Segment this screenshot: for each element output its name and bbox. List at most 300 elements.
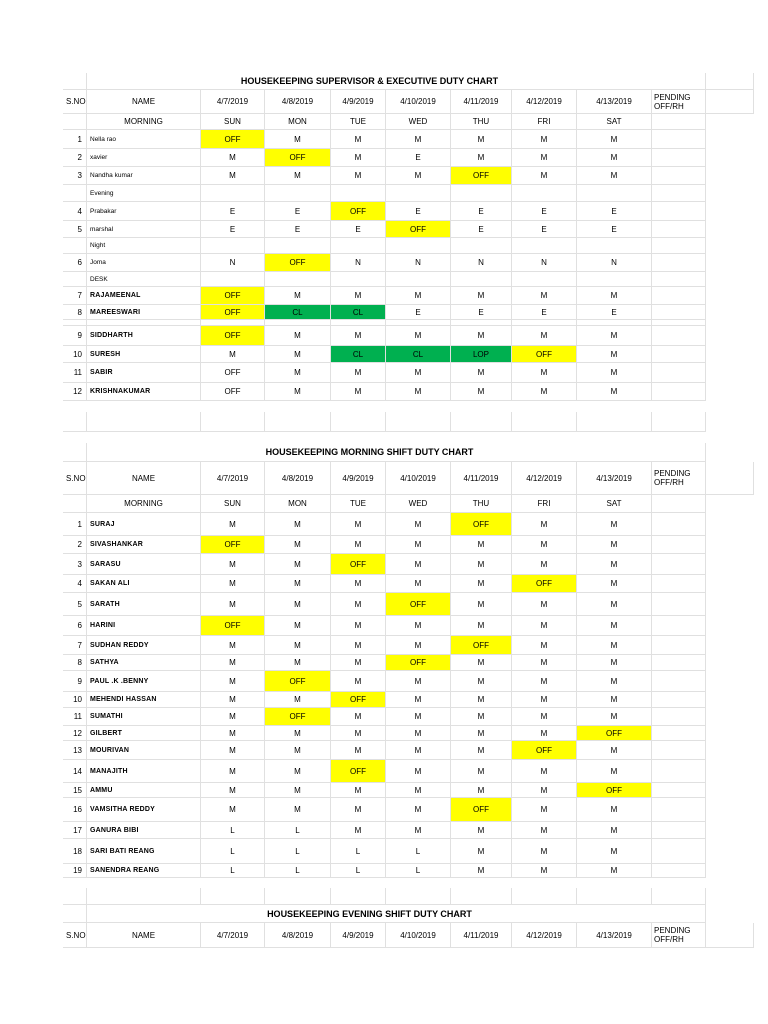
shift-cell: M <box>386 536 451 554</box>
shift-cell: E <box>512 305 577 320</box>
employee-name: xavier <box>87 149 201 167</box>
shift-cell: M <box>331 536 386 554</box>
shift-cell: M <box>577 346 652 363</box>
pending-cell <box>652 326 706 346</box>
date-header: 4/10/2019 <box>386 90 451 114</box>
serial-number: 11 <box>63 363 87 383</box>
shift-cell: M <box>577 708 652 726</box>
shift-cell: M <box>201 760 265 783</box>
group-label: MORNING <box>87 114 201 130</box>
shift-cell: M <box>265 536 331 554</box>
pending-header: PENDING OFF/RH <box>652 923 706 948</box>
empty-cell <box>512 272 577 287</box>
shift-cell: M <box>265 554 331 575</box>
shift-cell: M <box>577 383 652 401</box>
serial-number: 4 <box>63 575 87 593</box>
empty-cell <box>201 238 265 254</box>
chart-title: HOUSEKEEPING MORNING SHIFT DUTY CHART <box>87 443 652 462</box>
shift-cell: M <box>577 575 652 593</box>
shift-cell: M <box>386 726 451 741</box>
chart-title: HOUSEKEEPING SUPERVISOR & EXECUTIVE DUTY CHART <box>87 73 652 90</box>
date-header: 4/8/2019 <box>265 923 331 948</box>
shift-cell: OFF <box>451 167 512 185</box>
shift-cell: M <box>512 798 577 822</box>
employee-name: SURESH <box>87 346 201 363</box>
shift-cell: OFF <box>201 130 265 149</box>
empty-cell <box>706 73 754 90</box>
empty-cell <box>652 185 706 202</box>
shift-cell: OFF <box>512 575 577 593</box>
employee-name: SANENDRA REANG <box>87 864 201 878</box>
shift-cell: E <box>265 221 331 238</box>
day-header: THU <box>451 114 512 130</box>
shift-cell: M <box>512 692 577 708</box>
shift-cell: M <box>331 636 386 655</box>
shift-cell: L <box>201 822 265 839</box>
employee-name: Nella rao <box>87 130 201 149</box>
shift-cell: E <box>451 221 512 238</box>
shift-cell: OFF <box>265 149 331 167</box>
employee-name: SARI BATI REANG <box>87 839 201 864</box>
shift-cell: M <box>512 616 577 636</box>
serial-number: 7 <box>63 636 87 655</box>
shift-cell: M <box>577 363 652 383</box>
shift-cell: OFF <box>331 202 386 221</box>
empty-cell <box>265 412 331 432</box>
empty-cell <box>706 462 754 495</box>
shift-cell: M <box>331 708 386 726</box>
shift-cell: E <box>265 202 331 221</box>
serial-number: 11 <box>63 708 87 726</box>
empty-cell <box>577 412 652 432</box>
shift-cell: M <box>577 536 652 554</box>
empty-cell <box>331 238 386 254</box>
shift-cell: M <box>577 326 652 346</box>
shift-cell: M <box>512 383 577 401</box>
date-header: 4/10/2019 <box>386 462 451 495</box>
shift-cell: M <box>265 326 331 346</box>
shift-cell: M <box>386 554 451 575</box>
shift-cell: M <box>512 864 577 878</box>
date-header: 4/7/2019 <box>201 90 265 114</box>
shift-cell: M <box>265 346 331 363</box>
date-header: 4/13/2019 <box>577 90 652 114</box>
shift-cell: M <box>577 692 652 708</box>
employee-name: HARINI <box>87 616 201 636</box>
shift-cell: M <box>577 741 652 760</box>
shift-cell: M <box>265 130 331 149</box>
empty-cell <box>652 73 706 90</box>
shift-cell: M <box>265 287 331 305</box>
shift-cell: OFF <box>201 616 265 636</box>
shift-cell: OFF <box>201 326 265 346</box>
shift-cell: OFF <box>451 513 512 536</box>
shift-cell: E <box>201 202 265 221</box>
employee-name: VAMSITHA REDDY <box>87 798 201 822</box>
empty-cell <box>706 923 754 948</box>
shift-cell: OFF <box>331 692 386 708</box>
date-header: 4/9/2019 <box>331 923 386 948</box>
shift-cell: M <box>265 783 331 798</box>
shift-cell: M <box>201 655 265 671</box>
shift-cell: OFF <box>331 760 386 783</box>
serial-number: 6 <box>63 254 87 272</box>
shift-cell: M <box>265 798 331 822</box>
shift-cell: M <box>265 741 331 760</box>
shift-cell: L <box>201 864 265 878</box>
serial-number: 4 <box>63 202 87 221</box>
pending-cell <box>652 864 706 878</box>
shift-cell: M <box>512 636 577 655</box>
name-header: NAME <box>87 462 201 495</box>
employee-name: SIVASHANKAR <box>87 536 201 554</box>
serial-number: 19 <box>63 864 87 878</box>
employee-name: SARASU <box>87 554 201 575</box>
shift-cell: M <box>265 575 331 593</box>
serial-number: 17 <box>63 822 87 839</box>
day-header: TUE <box>331 495 386 513</box>
pending-cell <box>652 167 706 185</box>
serial-number: 8 <box>63 655 87 671</box>
pending-header: PENDING OFF/RH <box>652 90 706 114</box>
pending-cell <box>652 760 706 783</box>
shift-cell: M <box>331 798 386 822</box>
shift-cell: M <box>386 741 451 760</box>
serial-number: 10 <box>63 346 87 363</box>
shift-cell: M <box>201 798 265 822</box>
serial-number: 18 <box>63 839 87 864</box>
empty-cell <box>451 238 512 254</box>
date-header: 4/9/2019 <box>331 90 386 114</box>
serial-number: 2 <box>63 536 87 554</box>
shift-cell: M <box>451 692 512 708</box>
pending-cell <box>652 149 706 167</box>
shift-cell: M <box>331 383 386 401</box>
empty-cell <box>577 272 652 287</box>
shift-cell: M <box>201 636 265 655</box>
date-header: 4/7/2019 <box>201 462 265 495</box>
shift-cell: M <box>451 655 512 671</box>
sno-header: S.NO <box>63 923 87 948</box>
shift-cell: M <box>512 326 577 346</box>
shift-cell: M <box>512 822 577 839</box>
pending-cell <box>652 636 706 655</box>
shift-cell: M <box>331 783 386 798</box>
employee-name: SAKAN ALI <box>87 575 201 593</box>
shift-cell: E <box>201 221 265 238</box>
shift-cell: M <box>386 760 451 783</box>
shift-cell: M <box>577 130 652 149</box>
shift-cell: M <box>451 671 512 692</box>
pending-cell <box>652 822 706 839</box>
empty-cell <box>63 114 87 130</box>
shift-cell: M <box>577 864 652 878</box>
empty-cell <box>451 888 512 905</box>
empty-cell <box>331 888 386 905</box>
shift-cell: M <box>512 593 577 616</box>
empty-cell <box>512 238 577 254</box>
employee-name: SABIR <box>87 363 201 383</box>
shift-cell: M <box>386 708 451 726</box>
shift-cell: M <box>512 655 577 671</box>
shift-cell: M <box>386 575 451 593</box>
pending-cell <box>652 287 706 305</box>
employee-name: MANAJITH <box>87 760 201 783</box>
shift-cell: M <box>451 554 512 575</box>
shift-cell: M <box>451 708 512 726</box>
day-header: FRI <box>512 495 577 513</box>
shift-cell: M <box>451 326 512 346</box>
empty-cell <box>63 412 87 432</box>
serial-number: 3 <box>63 167 87 185</box>
shift-cell: M <box>577 593 652 616</box>
shift-cell: M <box>331 726 386 741</box>
empty-cell <box>331 412 386 432</box>
shift-cell: OFF <box>201 383 265 401</box>
serial-number: 7 <box>63 287 87 305</box>
empty-cell <box>652 238 706 254</box>
shift-cell: M <box>451 741 512 760</box>
shift-cell: M <box>512 671 577 692</box>
employee-name: MEHENDI HASSAN <box>87 692 201 708</box>
serial-number: 14 <box>63 760 87 783</box>
shift-cell: M <box>451 783 512 798</box>
employee-name: SUDHAN REDDY <box>87 636 201 655</box>
shift-cell: M <box>577 760 652 783</box>
date-header: 4/8/2019 <box>265 462 331 495</box>
shift-cell: M <box>451 149 512 167</box>
shift-cell: CL <box>331 346 386 363</box>
empty-cell <box>386 412 451 432</box>
empty-cell <box>652 412 706 432</box>
serial-number: 8 <box>63 305 87 320</box>
shift-cell: M <box>512 708 577 726</box>
shift-cell: M <box>386 783 451 798</box>
employee-name: SATHYA <box>87 655 201 671</box>
day-header: FRI <box>512 114 577 130</box>
shift-cell: E <box>577 305 652 320</box>
shift-cell: M <box>577 167 652 185</box>
shift-cell: L <box>201 839 265 864</box>
shift-cell: M <box>201 671 265 692</box>
shift-cell: M <box>451 575 512 593</box>
shift-cell: M <box>386 287 451 305</box>
shift-cell: M <box>331 167 386 185</box>
shift-cell: E <box>512 221 577 238</box>
serial-number: 13 <box>63 741 87 760</box>
shift-cell: M <box>451 839 512 864</box>
pending-cell <box>652 575 706 593</box>
shift-cell: L <box>386 864 451 878</box>
shift-cell: CL <box>386 346 451 363</box>
shift-cell: M <box>265 593 331 616</box>
empty-cell <box>63 238 87 254</box>
empty-cell <box>512 185 577 202</box>
shift-cell: M <box>577 822 652 839</box>
serial-number: 9 <box>63 671 87 692</box>
employee-name: AMMU <box>87 783 201 798</box>
shift-cell: M <box>451 822 512 839</box>
empty-cell <box>201 272 265 287</box>
empty-cell <box>265 238 331 254</box>
shift-cell: L <box>265 864 331 878</box>
shift-cell: OFF <box>265 671 331 692</box>
shift-cell: M <box>451 130 512 149</box>
serial-number: 2 <box>63 149 87 167</box>
shift-cell: M <box>451 760 512 783</box>
empty-cell <box>265 888 331 905</box>
empty-cell <box>265 272 331 287</box>
shift-cell: M <box>451 287 512 305</box>
day-header: WED <box>386 495 451 513</box>
shift-cell: M <box>451 864 512 878</box>
empty-cell <box>331 272 386 287</box>
shift-cell: LOP <box>451 346 512 363</box>
employee-name: RAJAMEENAL <box>87 287 201 305</box>
shift-cell: M <box>512 149 577 167</box>
shift-cell: N <box>201 254 265 272</box>
shift-cell: M <box>331 513 386 536</box>
shift-cell: M <box>386 167 451 185</box>
pending-cell <box>652 202 706 221</box>
date-header: 4/7/2019 <box>201 923 265 948</box>
serial-number: 5 <box>63 593 87 616</box>
pending-cell <box>652 593 706 616</box>
empty-cell <box>87 888 201 905</box>
section-label: Night <box>87 238 201 254</box>
shift-cell: OFF <box>512 741 577 760</box>
shift-cell: OFF <box>451 636 512 655</box>
date-header: 4/8/2019 <box>265 90 331 114</box>
shift-cell: M <box>577 671 652 692</box>
serial-number: 6 <box>63 616 87 636</box>
employee-name: MOURIVAN <box>87 741 201 760</box>
employee-name: Nandha kumar <box>87 167 201 185</box>
empty-cell <box>652 495 706 513</box>
shift-cell: L <box>386 839 451 864</box>
shift-cell: M <box>265 692 331 708</box>
empty-cell <box>201 412 265 432</box>
shift-cell: OFF <box>512 346 577 363</box>
shift-cell: M <box>512 783 577 798</box>
shift-cell: M <box>331 655 386 671</box>
employee-name: Joma <box>87 254 201 272</box>
empty-cell <box>652 272 706 287</box>
shift-cell: M <box>201 513 265 536</box>
pending-cell <box>652 708 706 726</box>
pending-cell <box>652 798 706 822</box>
empty-cell <box>652 114 706 130</box>
shift-cell: E <box>451 305 512 320</box>
empty-cell <box>331 185 386 202</box>
shift-cell: M <box>577 513 652 536</box>
shift-cell: M <box>512 287 577 305</box>
pending-cell <box>652 346 706 363</box>
shift-cell: E <box>386 305 451 320</box>
shift-cell: M <box>386 383 451 401</box>
date-header: 4/12/2019 <box>512 90 577 114</box>
shift-cell: CL <box>331 305 386 320</box>
shift-cell: M <box>331 326 386 346</box>
date-header: 4/13/2019 <box>577 923 652 948</box>
shift-cell: M <box>265 383 331 401</box>
shift-cell: M <box>386 326 451 346</box>
shift-cell: OFF <box>386 221 451 238</box>
shift-cell: M <box>331 287 386 305</box>
empty-cell <box>63 905 87 923</box>
serial-number: 12 <box>63 726 87 741</box>
shift-cell: M <box>512 363 577 383</box>
date-header: 4/10/2019 <box>386 923 451 948</box>
section-label: DESK <box>87 272 201 287</box>
shift-cell: M <box>512 536 577 554</box>
shift-cell: OFF <box>201 536 265 554</box>
pending-header: PENDING OFF/RH <box>652 462 706 495</box>
shift-cell: E <box>451 202 512 221</box>
date-header: 4/12/2019 <box>512 462 577 495</box>
shift-cell: M <box>577 636 652 655</box>
employee-name: SUMATHI <box>87 708 201 726</box>
sno-header: S.NO <box>63 462 87 495</box>
shift-cell: M <box>201 593 265 616</box>
shift-cell: M <box>451 363 512 383</box>
shift-cell: M <box>451 726 512 741</box>
employee-name: SARATH <box>87 593 201 616</box>
empty-cell <box>577 238 652 254</box>
shift-cell: M <box>451 536 512 554</box>
shift-cell: M <box>512 130 577 149</box>
pending-cell <box>652 536 706 554</box>
shift-cell: M <box>577 655 652 671</box>
shift-cell: M <box>331 671 386 692</box>
shift-cell: M <box>331 363 386 383</box>
shift-cell: M <box>265 726 331 741</box>
date-header: 4/11/2019 <box>451 90 512 114</box>
chart-title: HOUSEKEEPING EVENING SHIFT DUTY CHART <box>87 905 652 923</box>
day-header: SUN <box>201 495 265 513</box>
sno-header: S.NO <box>63 90 87 114</box>
shift-cell: M <box>512 839 577 864</box>
shift-cell: L <box>331 839 386 864</box>
shift-cell: E <box>331 221 386 238</box>
empty-cell <box>386 272 451 287</box>
serial-number: 12 <box>63 383 87 401</box>
day-header: THU <box>451 495 512 513</box>
shift-cell: M <box>386 636 451 655</box>
shift-cell: M <box>386 671 451 692</box>
shift-cell: L <box>265 822 331 839</box>
shift-cell: M <box>451 616 512 636</box>
empty-cell <box>386 238 451 254</box>
pending-cell <box>652 655 706 671</box>
shift-cell: M <box>386 616 451 636</box>
shift-cell: M <box>451 593 512 616</box>
shift-cell: M <box>265 760 331 783</box>
shift-cell: E <box>386 202 451 221</box>
employee-name: GILBERT <box>87 726 201 741</box>
pending-cell <box>652 513 706 536</box>
empty-cell <box>451 185 512 202</box>
serial-number: 1 <box>63 513 87 536</box>
empty-cell <box>652 888 706 905</box>
pending-cell <box>652 839 706 864</box>
shift-cell: M <box>265 513 331 536</box>
shift-cell: M <box>331 130 386 149</box>
shift-cell: M <box>577 149 652 167</box>
pending-cell <box>652 305 706 320</box>
day-header: MON <box>265 495 331 513</box>
shift-cell: M <box>331 822 386 839</box>
